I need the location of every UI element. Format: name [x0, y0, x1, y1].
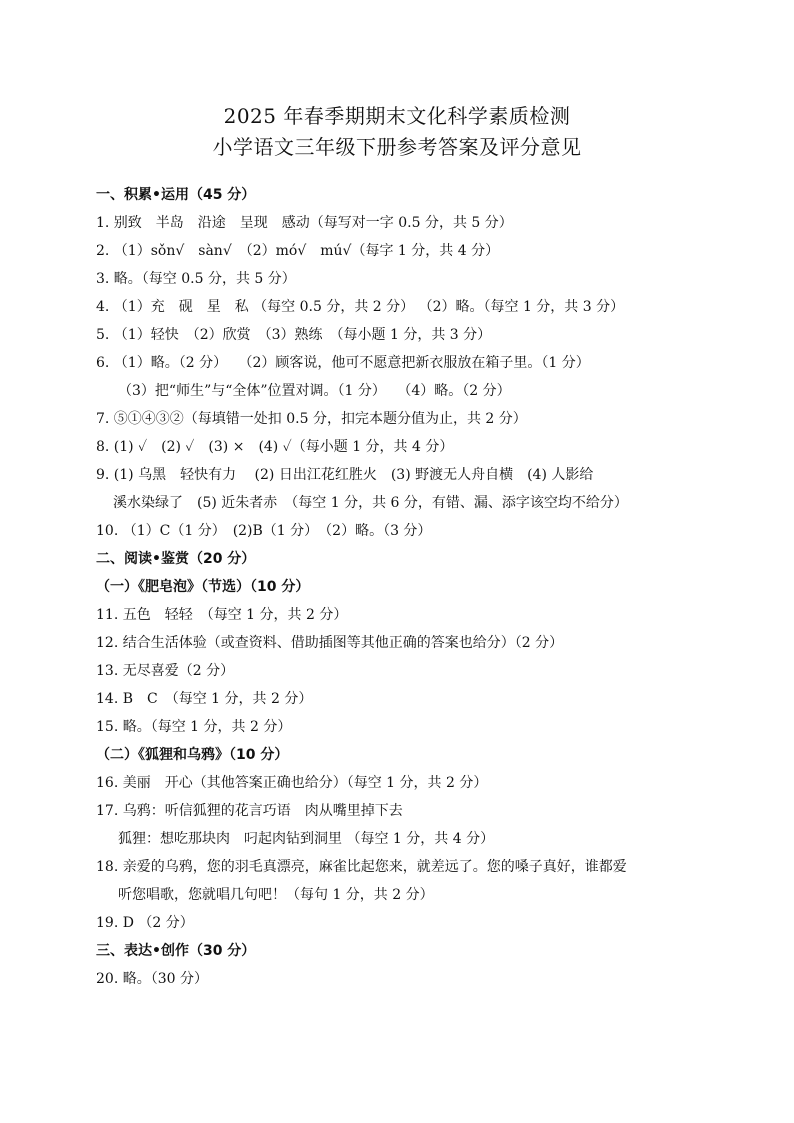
- answer-line-q17: 17. 乌鸦：听信狐狸的花言巧语 肉从嘴里掉下去: [96, 803, 403, 819]
- answer-list: [96, 181, 716, 993]
- answer-line-q6-cont: （3）把“师生”与“全体”位置对调。（1 分） （4）略。（2 分）: [118, 383, 511, 399]
- answer-line-q6: 6. （1）略。（2 分） （2）顾客说，他可不愿意把新衣服放在箱子里。（1 分）: [96, 355, 590, 371]
- answer-line-q1: 1. 别致 半岛 沿途 呈现 感动（每写对一字 0.5 分，共 5 分）: [96, 215, 513, 231]
- page-title-line2: 小学语文三年级下册参考答案及评分意见: [212, 135, 582, 159]
- answer-line-q9-cont: 溪水染绿了 (5) 近朱者赤 （每空 1 分，共 6 分，有错、漏、添字该空均不给分）: [113, 495, 628, 511]
- answer-line-q15: 15. 略。（每空 1 分，共 2 分）: [96, 719, 292, 735]
- answer-line-q18-cont: 听您唱歌，您就唱几句吧！（每句 1 分，共 2 分）: [118, 887, 434, 903]
- answer-line-q13: 13. 无尽喜爱（2 分）: [96, 663, 235, 679]
- page-title-line1: 2025 年春季期期末文化科学素质检测: [223, 104, 571, 128]
- answer-line-q16: 16. 美丽 开心（其他答案正确也给分）（每空 1 分，共 2 分）: [96, 775, 488, 791]
- answer-line-q2: 2. （1）sǒn√ sàn√ （2）mó√ mú√（每字 1 分，共 4 分）: [96, 243, 500, 259]
- answer-line-q18: 18. 亲爱的乌鸦，您的羽毛真漂亮，麻雀比起您来，就差远了。您的嗓子真好，谁都爱: [96, 859, 627, 875]
- answer-line-q20: 20. 略。（30 分）: [96, 971, 208, 987]
- answer-line-q8: 8. (1) ✓ (2) ✓ (3) × (4) ✓（每小题 1 分，共 4 分）: [96, 439, 454, 455]
- answer-line-q7: 7. ⑤①④③②（每填错一处扣 0.5 分，扣完本题分值为止，共 2 分）: [96, 411, 527, 427]
- answer-line-q10: 10. （1）C（1 分） (2)B（1 分） （2）略。（3 分）: [96, 523, 432, 539]
- answer-line-q19: 19. D （2 分）: [96, 915, 194, 931]
- answer-line-q12: 12. 结合生活体验（或查资料、借助插图等其他正确的答案也给分）（2 分）: [96, 635, 564, 651]
- answer-line-q3: 3. 略。（每空 0.5 分，共 5 分）: [96, 271, 296, 287]
- section-heading-accumulation: 一、积累•运用（45 分）: [96, 187, 256, 203]
- answer-line-q5: 5. （1）轻快 （2）欣赏 （3）熟练 （每小题 1 分，共 3 分）: [96, 327, 492, 343]
- subsection-heading-bubbles: （一）《肥皂泡》（节选）（10 分）: [96, 579, 310, 595]
- section-heading-reading: 二、阅读•鉴赏（20 分）: [96, 551, 256, 567]
- section-heading-writing: 三、表达•创作（30 分）: [96, 943, 256, 959]
- answer-line-q9: 9. (1) 乌黑 轻快有力 (2) 日出江花红胜火 (3) 野渡无人舟自横 (4) 人影给: [96, 467, 594, 483]
- answer-line-q17-cont: 狐狸：想吃那块肉 叼起肉钻到洞里 （每空 1 分，共 4 分）: [118, 831, 495, 847]
- answer-line-q14: 14. B C （每空 1 分，共 2 分）: [96, 691, 313, 707]
- subsection-heading-fox-crow: （二）《狐狸和乌鸦》（10 分）: [96, 747, 289, 763]
- answer-line-q4: 4. （1）充 砚 星 私 （每空 0.5 分，共 2 分） （2）略。（每空 1 分，共 3 分）: [96, 299, 625, 315]
- answer-line-q11: 11. 五色 轻轻 （每空 1 分，共 2 分）: [96, 607, 348, 623]
